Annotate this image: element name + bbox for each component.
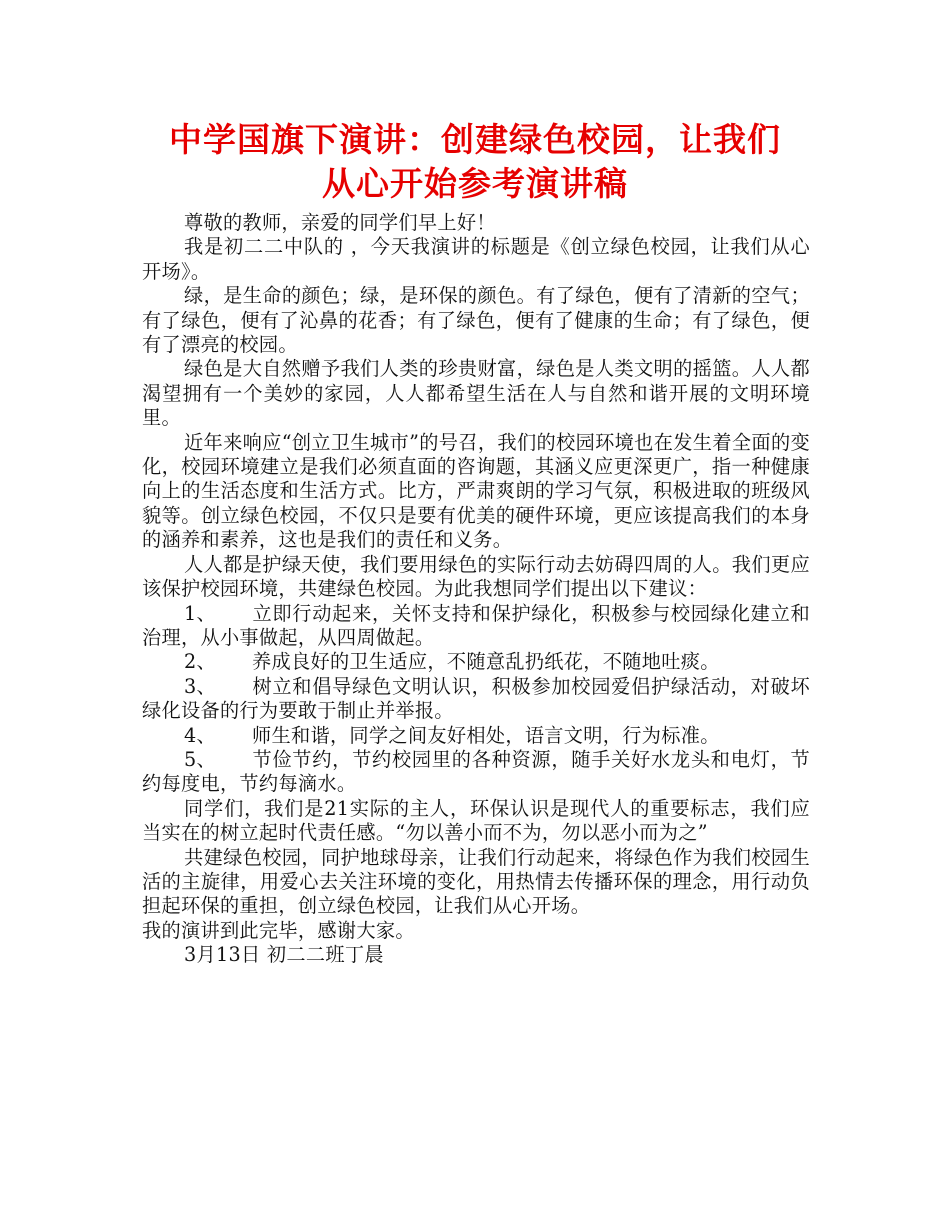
title-line-2: 从心开始参考演讲稿 <box>322 164 628 203</box>
list-item-text: 节俭节约，节约校园里的各种资源，随手关好水龙头和电灯，节约每度电，节约每滴水。 <box>142 747 810 796</box>
paragraph: 我是初二二中队的 ，今天我演讲的标题是《创立绿色校园，让我们从心开场》。 <box>142 235 810 283</box>
list-item-number: 1、 <box>184 601 216 625</box>
list-item-text: 养成良好的卫生适应，不随意乱扔纸花，不随地吐痰。 <box>252 650 720 674</box>
paragraph: 绿色是大自然赠予我们人类的珍贵财富，绿色是人类文明的摇篮。人人都渴望拥有一个美妙的家园，人人都希望生活在人与自然和谐开展的文明环境里。 <box>142 357 810 430</box>
list-item <box>142 650 810 674</box>
list-item-text: 立即行动起来，关怀支持和保护绿化，积极参与校园绿化建立和治理，从小事做起，从四周做起。 <box>142 601 810 649</box>
paragraph: 绿，是生命的颜色；绿，是环保的颜色。有了绿色，便有了清新的空气；有了绿色，便有了沁鼻的花香；有了绿色，便有了健康的生命；有了绿色，便有了漂亮的校园。 <box>142 284 810 357</box>
title-line-1: 中学国旗下演讲：创建绿色校园，让我们 <box>169 120 781 159</box>
paragraph: 同学们，我们是21实际的主人，环保认识是现代人的重要标志，我们应当实在的树立起时代责任感。“勿以善小而不为，勿以恶小而为之” <box>142 796 810 845</box>
signature: 3月13日 初二二班丁晨 <box>184 943 384 967</box>
paragraph: 近年来响应“创立卫生城市”的号召，我们的校园环境也在发生着全面的变化，校园环境建立是我们必须直面的咨询题，其涵义应更深更广，指一种健康向上的生活态度和生活方式。比方，严肃爽朗的学习气氛，积极进取的班级风貌等。创立绿色校园，不仅只是要有优美的硬件环境，更应该提高我们的本身的涵养和素养，这也是我们的责任和义务。 <box>142 430 810 552</box>
list-item-number: 3、 <box>184 674 216 698</box>
closing-line: 我的演讲到此完毕，感谢大家。 <box>142 918 415 942</box>
list-item <box>142 724 810 748</box>
list-item-number: 4、 <box>184 723 216 747</box>
list-item-text: 师生和谐，同学之间友好相处，语言文明，行为标准。 <box>252 723 720 747</box>
list-item-text: 树立和倡导绿色文明认识，积极参加校园爱侣护绿活动，对破坏绿化设备的行为要敢于制止并举报。 <box>142 674 810 723</box>
list-item <box>142 602 810 651</box>
list-item <box>142 675 810 724</box>
document-body <box>142 211 810 968</box>
document-title <box>95 118 855 206</box>
paragraph: 共建绿色校园，同护地球母亲，让我们行动起来，将绿色作为我们校园生活的主旋律，用爱心去关注环境的变化，用热情去传播环保的理念，用行动负担起环保的重担，创立绿色校园，让我们从心开场。 <box>142 845 810 918</box>
list-item <box>142 748 810 797</box>
paragraph: 人人都是护绿天使，我们要用绿色的实际行动去妨碍四周的人。我们更应该保护校园环境，共建绿色校园。为此我想同学们提出以下建议： <box>142 552 810 601</box>
greeting: 尊敬的教师，亲爱的同学们早上好！ <box>184 211 496 234</box>
list-item-number: 2、 <box>184 650 216 674</box>
list-item-number: 5、 <box>184 747 216 771</box>
